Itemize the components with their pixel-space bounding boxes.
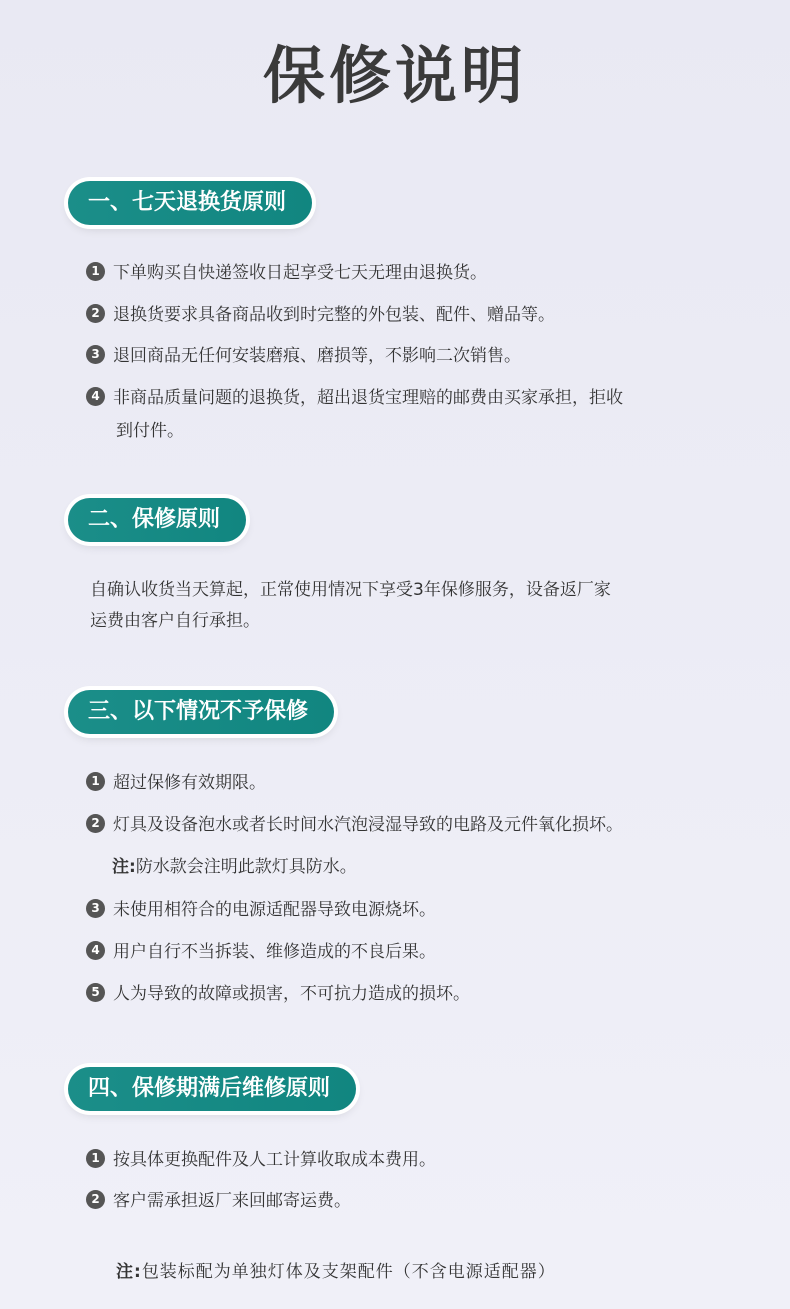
list-item-text: 非商品质量问题的退换货，超出退货宝理赔的邮费由买家承担，拒收	[113, 388, 623, 408]
number-badge: 3	[86, 899, 105, 918]
section-2-paragraph-line: 运费由客户自行承担。	[90, 611, 260, 631]
footer-note	[116, 1257, 556, 1287]
list-item	[86, 258, 487, 288]
number-badge: 4	[86, 387, 105, 406]
list-item	[86, 895, 436, 925]
number-badge: 1	[86, 1149, 105, 1168]
note-text: 防水款会注明此款灯具防水。	[135, 857, 357, 877]
number-badge: 1	[86, 262, 105, 281]
footer-note-label: 注:	[116, 1262, 142, 1282]
list-item-text: 灯具及设备泡水或者长时间水汽泡浸湿导致的电路及元件氧化损坏。	[113, 815, 623, 835]
list-item	[86, 1145, 436, 1175]
list-item	[86, 383, 623, 413]
list-item-text: 人为导致的故障或损害，不可抗力造成的损坏。	[113, 984, 470, 1004]
list-item	[86, 768, 266, 798]
number-badge: 2	[86, 1190, 105, 1209]
number-badge: 4	[86, 941, 105, 960]
page-title: 保修说明	[262, 39, 527, 112]
list-item	[86, 810, 623, 840]
section-2-heading: 二、保修原则	[68, 498, 246, 542]
list-item	[86, 300, 555, 330]
list-item-text: 未使用相符合的电源适配器导致电源烧坏。	[113, 900, 436, 920]
section-4-heading: 四、保修期满后维修原则	[68, 1067, 356, 1111]
section-2-paragraph-line: 自确认收货当天算起，正常使用情况下享受3年保修服务，设备返厂家	[90, 580, 611, 600]
list-item-text: 退换货要求具备商品收到时完整的外包装、配件、赠品等。	[113, 305, 555, 325]
list-item-text: 客户需承担返厂来回邮寄运费。	[113, 1191, 351, 1211]
list-item	[86, 1186, 351, 1216]
number-badge: 2	[86, 814, 105, 833]
list-item	[86, 937, 436, 967]
list-item-text: 下单购买自快递签收日起享受七天无理由退换货。	[113, 263, 487, 283]
number-badge: 5	[86, 983, 105, 1002]
note-label: 注:	[112, 857, 136, 877]
list-item	[86, 341, 521, 371]
number-badge: 2	[86, 304, 105, 323]
list-item-text: 按具体更换配件及人工计算收取成本费用。	[113, 1150, 436, 1170]
warranty-note	[112, 852, 357, 882]
footer-note-text: 包装标配为单独灯体及支架配件（不含电源适配器）	[141, 1262, 556, 1282]
list-item-continuation: 到付件。	[116, 421, 184, 441]
list-item	[86, 979, 470, 1009]
list-item-text: 超过保修有效期限。	[113, 773, 266, 793]
list-item-text: 退回商品无任何安装磨痕、磨损等，不影响二次销售。	[113, 346, 521, 366]
number-badge: 1	[86, 772, 105, 791]
section-1-heading: 一、七天退换货原则	[68, 181, 312, 225]
list-item-text: 用户自行不当拆装、维修造成的不良后果。	[113, 942, 436, 962]
section-3-heading: 三、以下情况不予保修	[68, 690, 334, 734]
number-badge: 3	[86, 345, 105, 364]
